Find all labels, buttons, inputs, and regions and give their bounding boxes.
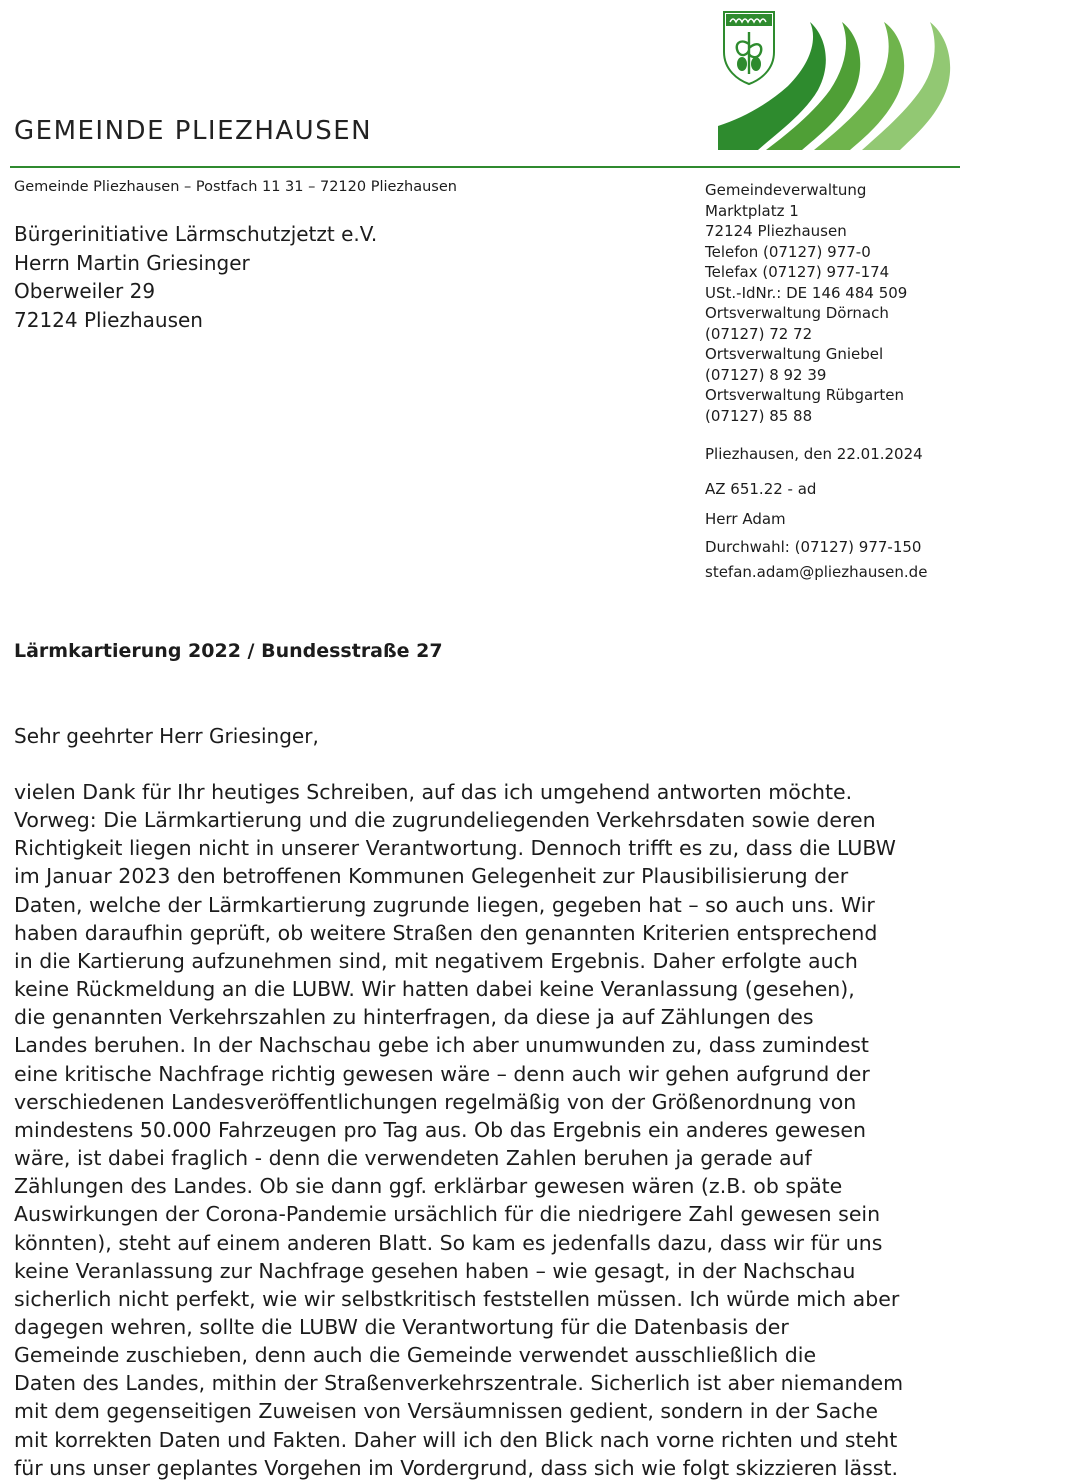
body-line: Auswirkungen der Corona-Pandemie ursächlich für die niedrigere Zahl gewesen sein bbox=[14, 1202, 881, 1227]
body-line: Vorweg: Die Lärmkartierung und die zugrundeliegenden Verkehrsdaten sowie deren bbox=[14, 808, 876, 833]
letter-date: Pliezhausen, den 22.01.2024 bbox=[705, 445, 923, 463]
coat-of-arms-icon bbox=[724, 12, 774, 84]
body-line: wäre, ist dabei fraglich - denn die verwendeten Zahlen beruhen ja gerade auf bbox=[14, 1146, 812, 1171]
admin-line: Telefax (07127) 977-174 bbox=[705, 263, 890, 281]
recipient-line: Bürgerinitiative Lärmschutzjetzt e.V. bbox=[14, 222, 378, 246]
body-line: Zählungen des Landes. Ob sie dann ggf. erklärbar gewesen wären (z.B. ob späte bbox=[14, 1174, 843, 1199]
body-line: mindestens 50.000 Fahrzeugen pro Tag aus. Ob das Ergebnis ein anderes gewesen bbox=[14, 1117, 867, 1142]
body-line: mit korrekten Daten und Fakten. Daher will ich den Blick nach vorne richten und steht bbox=[14, 1427, 898, 1452]
header-divider bbox=[10, 166, 960, 168]
admin-line: (07127) 85 88 bbox=[705, 406, 813, 425]
body-line: keine Rückmeldung an die LUBW. Wir hatten dabei keine Veranlassung (gesehen), bbox=[14, 977, 855, 1002]
admin-line: (07127) 72 72 bbox=[705, 324, 813, 343]
letter-subject: Lärmkartierung 2022 / Bundesstraße 27 bbox=[14, 640, 443, 662]
admin-line: Ortsverwaltung Gniebel bbox=[705, 345, 884, 363]
municipality-logo bbox=[718, 8, 958, 150]
body-line: Gemeinde zuschieben, denn auch die Gemeinde verwendet ausschließlich die bbox=[14, 1343, 817, 1368]
letter-body bbox=[14, 778, 1054, 1482]
body-line: Daten, welche der Lärmkartierung zugrunde liegen, gegeben hat – so auch uns. Wir bbox=[14, 892, 875, 917]
recipient-address bbox=[14, 220, 377, 334]
body-line: keine Veranlassung zur Nachfrage gesehen haben – wie gesagt, in der Nachschau bbox=[14, 1258, 856, 1283]
body-line: Richtigkeit liegen nicht in unserer Verantwortung. Dennoch trifft es zu, dass die LUBW bbox=[14, 836, 896, 861]
contact-email: stefan.adam@pliezhausen.de bbox=[705, 563, 928, 581]
body-line: in die Kartierung aufzunehmen sind, mit negativem Ergebnis. Daher erfolgte auch bbox=[14, 948, 858, 973]
return-address: Gemeinde Pliezhausen – Postfach 11 31 – 72120 Pliezhausen bbox=[14, 179, 457, 195]
salutation: Sehr geehrter Herr Griesinger, bbox=[14, 724, 319, 748]
recipient-line: Herrn Martin Griesinger bbox=[14, 250, 250, 275]
body-line: Daten des Landes, mithin der Straßenverkehrszentrale. Sicherlich ist aber niemandem bbox=[14, 1371, 904, 1396]
recipient-line: 72124 Pliezhausen bbox=[14, 307, 203, 332]
body-line: die genannten Verkehrszahlen zu hinterfragen, da diese ja auf Zählungen des bbox=[14, 1005, 814, 1030]
body-line: für uns unser geplantes Vorgehen im Vordergrund, dass sich wie folgt skizzieren lässt. bbox=[14, 1455, 899, 1480]
admin-line: Telefon (07127) 977-0 bbox=[705, 242, 871, 261]
admin-line: Marktplatz 1 bbox=[705, 201, 799, 220]
administration-contact-block bbox=[705, 180, 907, 426]
reference-number: AZ 651.22 - ad bbox=[705, 480, 817, 498]
admin-line: Ortsverwaltung Dörnach bbox=[705, 304, 889, 322]
direct-dial: Durchwahl: (07127) 977-150 bbox=[705, 538, 922, 556]
body-line: könnten), steht auf einem anderen Blatt. So kam es jedenfalls dazu, dass wir für uns bbox=[14, 1230, 883, 1255]
body-line: sicherlich nicht perfekt, wie wir selbstkritisch feststellen müssen. Ich würde mich aber bbox=[14, 1286, 900, 1311]
body-line: haben daraufhin geprüft, ob weitere Straßen den genannten Kriterien entsprechend bbox=[14, 920, 878, 945]
body-line: verschiedenen Landesveröffentlichungen regelmäßig von der Größenordnung von bbox=[14, 1089, 857, 1114]
admin-line: (07127) 8 92 39 bbox=[705, 365, 827, 384]
admin-line: USt.-IdNr.: DE 146 484 509 bbox=[705, 283, 908, 302]
body-line: vielen Dank für Ihr heutiges Schreiben, auf das ich umgehend antworten möchte. bbox=[14, 780, 853, 804]
contact-person: Herr Adam bbox=[705, 510, 786, 528]
body-line: eine kritische Nachfrage richtig gewesen wäre – denn auch wir gehen aufgrund der bbox=[14, 1061, 870, 1086]
admin-line: 72124 Pliezhausen bbox=[705, 222, 847, 240]
body-line: im Januar 2023 den betroffenen Kommunen Gelegenheit zur Plausibilisierung der bbox=[14, 864, 849, 889]
body-line: dagegen wehren, sollte die LUBW die Verantwortung für die Datenbasis der bbox=[14, 1314, 789, 1339]
body-line: mit dem gegenseitigen Zuweisen von Versäumnissen gedient, sondern in der Sache bbox=[14, 1399, 879, 1424]
municipality-name: GEMEINDE PLIEZHAUSEN bbox=[14, 116, 373, 146]
admin-line: Gemeindeverwaltung bbox=[705, 181, 867, 199]
green-wave-band-4 bbox=[862, 22, 950, 150]
body-line: Landes beruhen. In der Nachschau gebe ich aber unumwunden zu, dass zumindest bbox=[14, 1033, 869, 1058]
recipient-line: Oberweiler 29 bbox=[14, 279, 156, 303]
admin-line: Ortsverwaltung Rübgarten bbox=[705, 386, 905, 404]
